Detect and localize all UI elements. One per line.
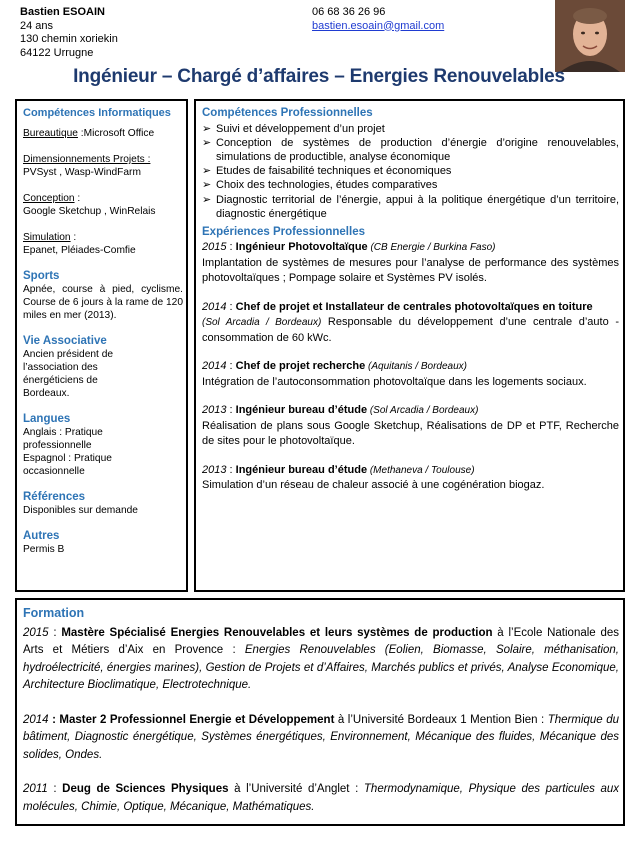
list-item: ➢ Conception de systèmes de production d’énergie d’origine renouvelables, simulations de productible, analyse économique xyxy=(202,136,619,163)
job-description: Réalisation de plans sous Google Sketchup, Réalisations de DP et PTF, Recherche de sites pour le photovoltaïque. xyxy=(202,419,619,448)
job-description: Simulation d’un réseau de chaleur associé à une cogénération biogaz. xyxy=(202,479,545,492)
education-entry: 2014 : Master 2 Professionnel Energie et Développement à l’Université Bordeaux 1 Mention Bien : Thermique du bâtiment, Diagnostic énergétique, Systèmes énergétiques, Environnement, Mécanique des fluides, Mécanique des solides, Ondes. xyxy=(23,713,619,761)
right-column xyxy=(194,99,625,592)
arrow-bullet-icon: ➢ xyxy=(202,122,212,135)
language-spanish: Espagnol : Pratique occasionnelle xyxy=(23,453,112,477)
simulation-label: Simulation : xyxy=(23,232,77,243)
education-section xyxy=(15,598,625,826)
address-line-1: 130 chemin xoriekin xyxy=(20,33,118,45)
job-entry: 2015 : Ingénieur Photovoltaïque (CB Energie / Burkina Faso) Implantation de systèmes de mesures pour l’analyse de performance des systèmes photovoltaïques ; Pompage solaire et Systèmes PV isolés. xyxy=(202,240,619,287)
candidate-name: Bastien ESOAIN xyxy=(20,6,105,18)
list-item: ➢ Suivi et développement d’un projet xyxy=(202,122,385,135)
computer-skills-heading: Compétences Informatiques xyxy=(23,107,171,119)
profile-photo xyxy=(555,0,625,72)
arrow-bullet-icon: ➢ xyxy=(202,193,212,206)
email-link[interactable]: bastien.esoain@gmail.com xyxy=(312,19,445,32)
job-entry: 2014 : Chef de projet et Installateur de centrales photovoltaïques en toiture (Sol Arcadia / Bordeaux) Responsable du développement d’une centrale d’auto - consommation de 60 kWc. xyxy=(202,300,619,344)
candidate-age: 24 ans xyxy=(20,19,54,32)
dimensioning-tools: PVSyst , Wasp-WindFarm xyxy=(23,167,141,178)
languages-heading: Langues xyxy=(23,413,71,425)
experience-heading: Expériences Professionnelles xyxy=(202,225,365,238)
contact-details xyxy=(312,6,444,33)
conception-tools: Google Sketchup , WinRelais xyxy=(23,206,156,217)
references-text: Disponibles sur demande xyxy=(23,505,138,516)
sports-text: Apnée, course à pied, cyclisme. Course de 6 jours à la rame de 120 miles en mer (2013). xyxy=(23,284,183,321)
dimensioning-label: Dimensionnements Projets : xyxy=(23,154,151,165)
skills-list xyxy=(202,122,619,221)
contact-block xyxy=(20,6,118,60)
office-skill: Bureautique :Microsoft Office xyxy=(23,128,155,139)
other-heading: Autres xyxy=(23,530,60,542)
list-item: ➢ Etudes de faisabilité techniques et économiques xyxy=(202,165,452,178)
job-description: Implantation de systèmes de mesures pour l’analyse de performance des systèmes photovoltaïques ; Pompage solaire et Systèmes PV isolés. xyxy=(202,256,619,285)
list-item: ➢ Choix des technologies, études comparatives xyxy=(202,179,438,192)
phone-number: 06 68 36 26 96 xyxy=(312,6,386,18)
education-entry: 2011 : Deug de Sciences Physiques à l’Université d’Anglet : Thermodynamique, Physique des particules aux molécules, Chimie, Optique, Mécanique, Mathématiques. xyxy=(23,783,619,813)
education-entry: 2015 : Mastère Spécialisé Energies Renouvelables et leurs systèmes de production à l’Ecole Nationale des Arts et Métiers d’Aix en Provence : Energies Renouvelables (Eolien, Biomasse, Solaire, méthanisation, hydroélectricité, énergies marines), Gestion de Projets et d’Affaires, Marchés publics et privés, Analyse Economique, Architecture Bioclimatique, Electrotechnique. xyxy=(23,626,619,691)
language-english: Anglais : Pratique professionnelle xyxy=(23,427,103,451)
references-heading: Références xyxy=(23,491,86,503)
associative-text: Ancien président de l’association des énergéticiens de Bordeaux. xyxy=(23,349,114,399)
conception-label: Conception : xyxy=(23,193,81,204)
address-line-2: 64122 Urrugne xyxy=(20,46,94,59)
arrow-bullet-icon: ➢ xyxy=(202,165,212,178)
education-heading: Formation xyxy=(23,606,85,620)
portrait-image xyxy=(555,0,625,72)
arrow-bullet-icon: ➢ xyxy=(202,179,212,192)
other-text: Permis B xyxy=(23,544,65,555)
professional-skills-heading: Compétences Professionnelles xyxy=(202,107,373,119)
job-entry: 2014 : Chef de projet recherche (Aquitanis / Bordeaux) Intégration de l’autoconsommation photovoltaïque dans les logements sociaux. xyxy=(202,359,619,390)
page-title: Ingénieur – Chargé d’affaires – Energies Renouvelables xyxy=(73,66,565,87)
sports-heading: Sports xyxy=(23,270,60,282)
simulation-tools: Epanet, Pléiades-Comfie xyxy=(23,245,136,256)
job-entry: 2013 : Ingénieur bureau d’étude (Sol Arcadia / Bordeaux) Réalisation de plans sous Google Sketchup, Réalisations de DP et PTF, Recherche de sites pour le photovoltaïque. xyxy=(202,403,619,450)
associative-heading: Vie Associative xyxy=(23,335,107,347)
job-entry: 2013 : Ingénieur bureau d’étude (Methaneva / Toulouse) Simulation d’un réseau de chaleur associé à une cogénération biogaz. xyxy=(202,463,619,494)
job-description: Intégration de l’autoconsommation photovoltaïque dans les logements sociaux. xyxy=(202,375,587,388)
job-description: Responsable du développement d’une centrale d’auto - consommation de 60 kWc. xyxy=(202,316,619,344)
left-column xyxy=(15,99,188,592)
arrow-bullet-icon: ➢ xyxy=(202,136,212,149)
list-item: ➢ Diagnostic territorial de l’énergie, appui à la politique énergétique d’un territoire, diagnostic énergétique xyxy=(202,193,619,220)
